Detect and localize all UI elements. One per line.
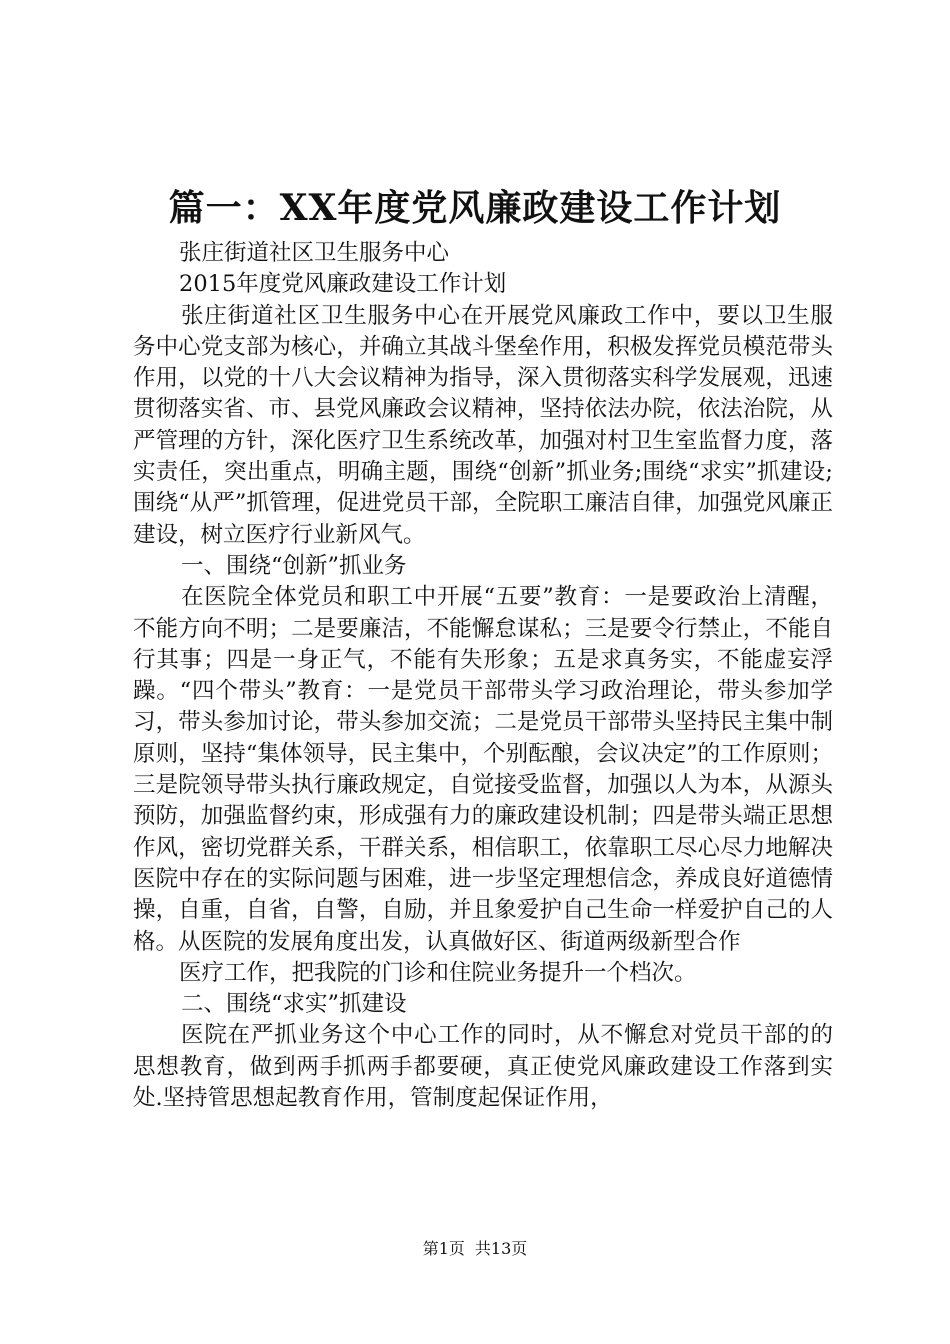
paragraph-medical-work: 医疗工作，把我院的门诊和住院业务提升一个档次。 (179, 959, 697, 986)
document-title: 篇一：XX年度党风廉政建设工作计划 (168, 187, 782, 229)
page-footer (0, 1238, 950, 1260)
paragraph-education: 在医院全体党员和职工中开展“五要”教育：一是要政治上清醒，不能方向不明；二是要廉洁，不能懈怠谋私；三是要令行禁止，不能自行其事；四是一身正气，不能有失形象；五是求真务实，不能虚妄浮躁。“四个带头”教育：一是党员干部带头学习政治理论，带头参加学习，带头参加讨论，带头参加交流；二是党员干部带头坚持民主集中制原则，坚持“集体领导，民主集中，个别酝酿，会议决定”的工作原则；三是院领导带头执行廉政规定，自觉接受监督，加强以人为本，从源头预防，加强监督约束，形成强有力的廉政建设机制；四是带头端正思想作风，密切党群关系，干群关系，相信职工，依靠职工尽心尽力地解决医院中存在的实际问题与困难，进一步坚定理想信念，养成良好道德情操，自重，自省，自警，自励，并且象爱护自己生命一样爱护自己的人格。从医院的发展角度出发，认真做好区、街道两级新型合作 (133, 584, 833, 955)
page-number: 第1页 (422, 1239, 465, 1258)
paragraph-construction: 医院在严抓业务这个中心工作的同时，从不懈怠对党员干部的的思想教育，做到两手抓两手都要硬，真正使党风廉政建设工作落到实处.坚持管思想起教育作用，管制度起保证作用， (133, 1022, 833, 1112)
page-total: 共13页 (474, 1239, 528, 1258)
paragraph-organization: 张庄街道社区卫生服务中心 (179, 240, 450, 266)
section-heading-practical: 二、围绕“求实”抓建设 (181, 991, 407, 1018)
paragraph-intro: 张庄街道社区卫生服务中心在开展党风廉政工作中，要以卫生服务中心党支部为核心，并确立其战斗堡垒作用，积极发挥党员模范带头作用，以党的十八大会议精神为指导，深入贯彻落实科学发展观，迅速贯彻落实省、市、县党风廉政会议精神，坚持依法办院，依法治院，从严管理的方针，深化医疗卫生系统改革，加强对村卫生室监督力度，落实责任，突出重点，明确主题，围绕“创新”抓业务;围绕“求实”抓建设;围绕“从严”抓管理，促进党员干部，全院职工廉洁自律，加强党风廉正建设，树立医疗行业新风气。 (133, 302, 833, 548)
document-body (133, 238, 833, 1114)
section-heading-innovation: 一、围绕“创新”抓业务 (181, 552, 407, 579)
paragraph-plan-title: 2015年度党风廉政建设工作计划 (179, 271, 507, 298)
